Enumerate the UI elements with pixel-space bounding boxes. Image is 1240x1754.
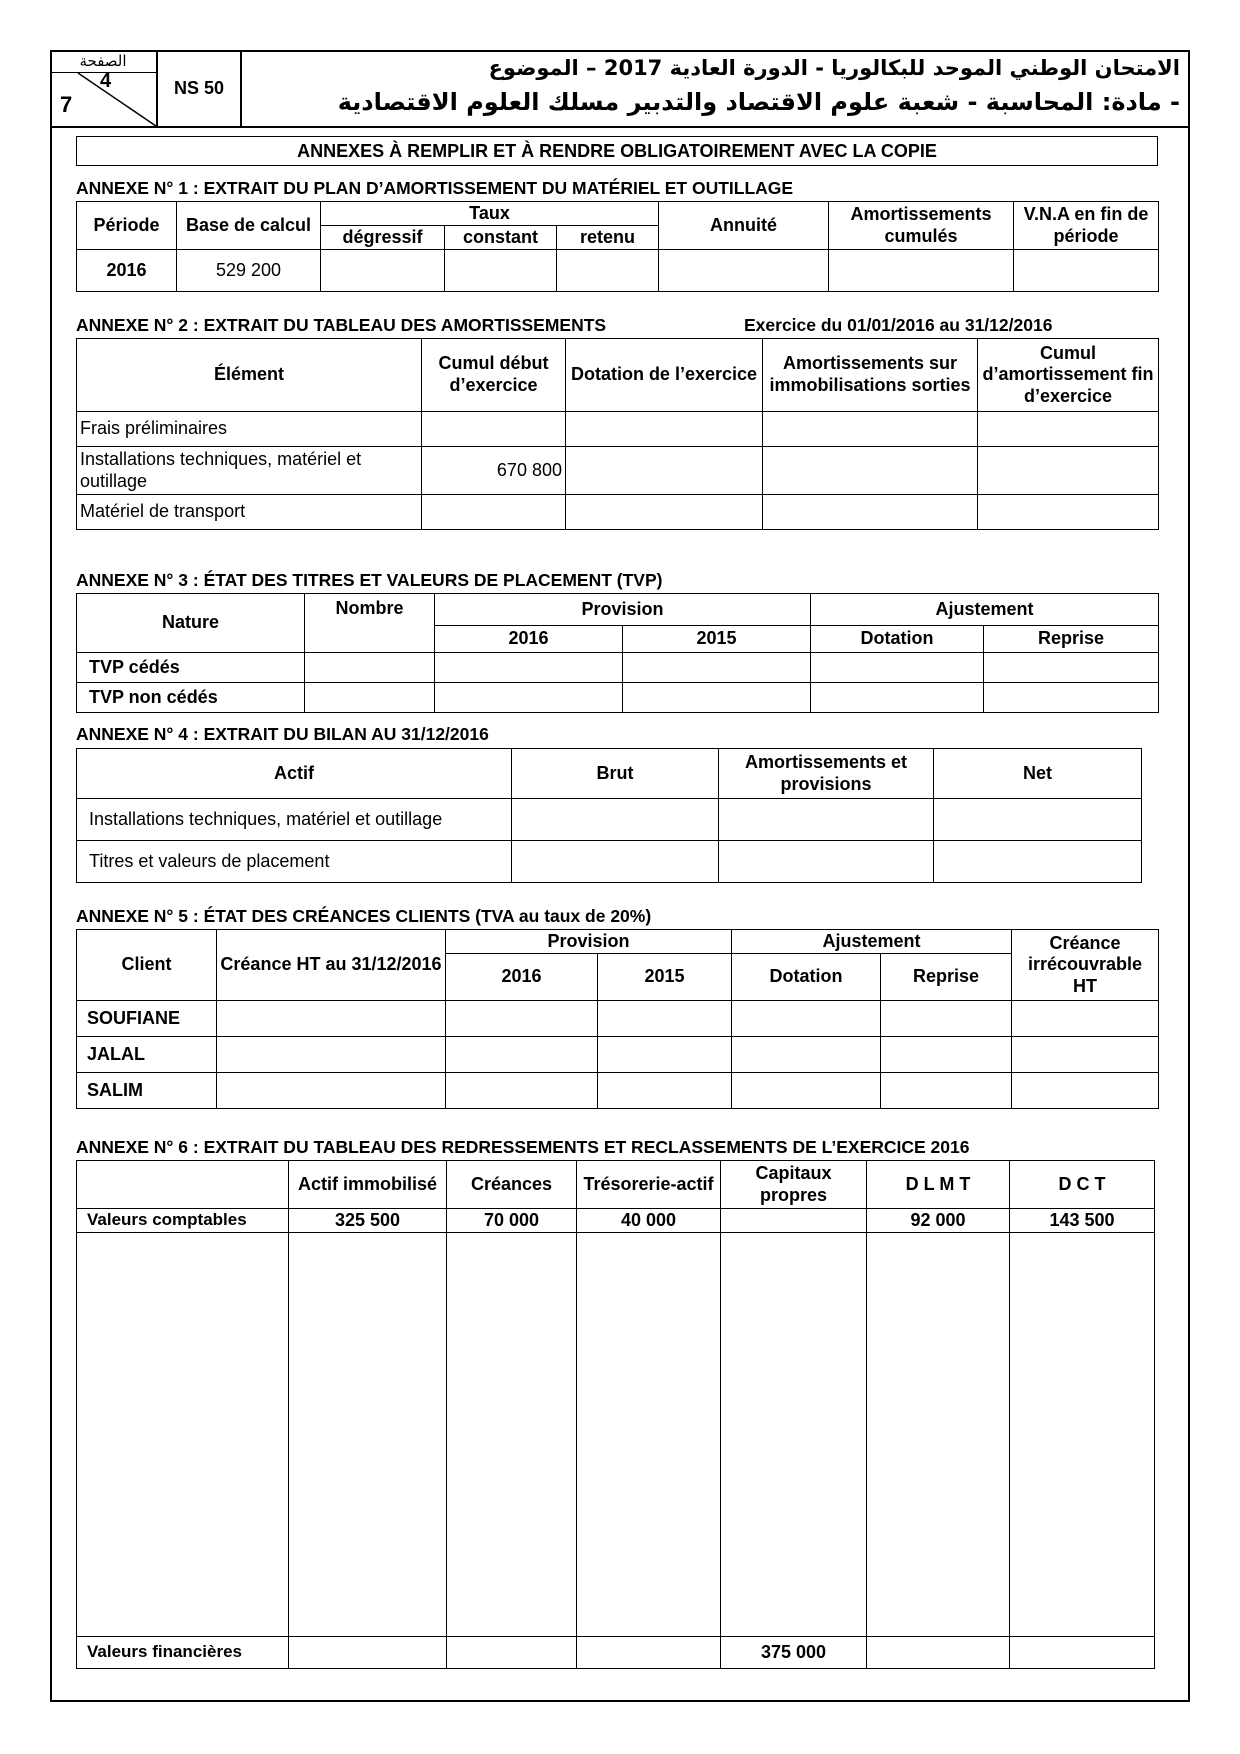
header-nature: Nature	[77, 594, 305, 653]
header-actif: Actif	[77, 749, 512, 799]
header-vna: V.N.A en fin de période	[1014, 202, 1159, 250]
cell-creance[interactable]	[217, 1037, 446, 1073]
cell-amort-sorties[interactable]	[763, 412, 978, 447]
row-tvp-non-cedes: TVP non cédés	[77, 683, 305, 713]
row-tvp-cedes: TVP cédés	[77, 653, 305, 683]
cell-base: 529 200	[177, 250, 321, 292]
page-number-box	[50, 50, 158, 126]
vf-actif-immobilise[interactable]	[289, 1637, 447, 1669]
cell-provision-2016[interactable]	[435, 653, 623, 683]
cell-cumul-fin[interactable]	[978, 495, 1159, 530]
redressements-dlmt-area[interactable]	[867, 1233, 1010, 1637]
header-actif-immobilise: Actif immobilisé	[289, 1161, 447, 1209]
vc-tresorerie: 40 000	[577, 1209, 721, 1233]
header-reprise: Reprise	[984, 626, 1159, 653]
header-tresorerie: Trésorerie-actif	[577, 1161, 721, 1209]
exam-title: الامتحان الوطني الموحد للبكالوريا - الدورة العادية 2017 – الموضوع	[488, 56, 1180, 80]
cell-amort-sorties[interactable]	[763, 495, 978, 530]
header-constant: constant	[445, 226, 557, 250]
header-dotation: Dotation	[811, 626, 984, 653]
header-2015: 2015	[598, 954, 732, 1001]
annexe3-table	[76, 593, 1159, 713]
vf-creances[interactable]	[447, 1637, 577, 1669]
cell-prov-2015[interactable]	[598, 1037, 732, 1073]
vf-dlmt[interactable]	[867, 1637, 1010, 1669]
annexe5-title: ANNEXE N° 5 : ÉTAT DES CRÉANCES CLIENTS (TVA au taux de 20%)	[76, 906, 652, 926]
header-provision: Provision	[435, 594, 811, 626]
header-brut: Brut	[512, 749, 719, 799]
row-frais-preliminaires: Frais préliminaires	[77, 412, 422, 447]
header-reprise: Reprise	[881, 954, 1012, 1001]
annexe6-table	[76, 1160, 1155, 1669]
header-amort-cumules: Amortissements cumulés	[829, 202, 1014, 250]
header-2016: 2016	[446, 954, 598, 1001]
cell-prov-2016[interactable]	[446, 1037, 598, 1073]
cell-creance[interactable]	[217, 1001, 446, 1037]
cell-reprise[interactable]	[881, 1001, 1012, 1037]
redressements-tresorerie-area[interactable]	[577, 1233, 721, 1637]
row-soufiane: SOUFIANE	[77, 1001, 217, 1037]
cell-reprise[interactable]	[881, 1073, 1012, 1109]
annexe4-table	[76, 748, 1142, 883]
vc-dlmt: 92 000	[867, 1209, 1010, 1233]
header-cumul-debut: Cumul début d’exercice	[422, 339, 566, 412]
header-amort-sorties: Amortissements sur immobilisations sorties	[763, 339, 978, 412]
annexe1-title: ANNEXE N° 1 : EXTRAIT DU PLAN D’AMORTISSEMENT DU MATÉRIEL ET OUTILLAGE	[76, 178, 794, 198]
header-retenu: retenu	[557, 226, 659, 250]
cell-irrecouvrable[interactable]	[1012, 1001, 1159, 1037]
cell-nombre[interactable]	[305, 653, 435, 683]
header-creance-ht: Créance HT au 31/12/2016	[217, 930, 446, 1001]
cell-dotation[interactable]	[732, 1037, 881, 1073]
header-element: Élément	[77, 339, 422, 412]
header-client: Client	[77, 930, 217, 1001]
cell-reprise[interactable]	[881, 1037, 1012, 1073]
vc-actif-immobilise: 325 500	[289, 1209, 447, 1233]
annexe2-table	[76, 338, 1159, 530]
header-net: Net	[934, 749, 1142, 799]
cell-cumul-fin[interactable]	[978, 447, 1159, 495]
cell-net[interactable]	[934, 799, 1142, 841]
cell-cumul-debut[interactable]	[422, 412, 566, 447]
redressements-dct-area[interactable]	[1010, 1233, 1155, 1637]
header-empty	[77, 1161, 289, 1209]
cell-dotation[interactable]	[811, 653, 984, 683]
cell-brut[interactable]	[512, 841, 719, 883]
row-salim: SALIM	[77, 1073, 217, 1109]
cell-retenu[interactable]	[557, 250, 659, 292]
annexe2-title	[76, 315, 1053, 336]
header-dct: D C T	[1010, 1161, 1155, 1209]
row-installations: Installations techniques, matériel et outillage	[77, 799, 512, 841]
vf-capitaux-propres: 375 000	[721, 1637, 867, 1669]
header-capitaux-propres: Capitaux propres	[721, 1161, 867, 1209]
cell-dotation[interactable]	[566, 495, 763, 530]
annexes-banner: ANNEXES À REMPLIR ET À RENDRE OBLIGATOIREMENT AVEC LA COPIE	[76, 136, 1158, 166]
cell-provision-2015[interactable]	[623, 653, 811, 683]
header-2016: 2016	[435, 626, 623, 653]
cell-dotation[interactable]	[732, 1001, 881, 1037]
cell-prov-2015[interactable]	[598, 1001, 732, 1037]
exam-subject: - مادة: المحاسبة - شعبة علوم الاقتصاد والتدبير مسلك العلوم الاقتصادية	[337, 88, 1180, 116]
cell-nombre[interactable]	[305, 683, 435, 713]
cell-degressif[interactable]	[321, 250, 445, 292]
cell-prov-2015[interactable]	[598, 1073, 732, 1109]
cell-net[interactable]	[934, 841, 1142, 883]
header-ajustement: Ajustement	[811, 594, 1159, 626]
cell-dotation[interactable]	[811, 683, 984, 713]
cell-irrecouvrable[interactable]	[1012, 1073, 1159, 1109]
header-ajustement: Ajustement	[732, 930, 1012, 954]
cell-periode: 2016	[77, 250, 177, 292]
header-periode: Période	[77, 202, 177, 250]
annexe6-title: ANNEXE N° 6 : EXTRAIT DU TABLEAU DES REDRESSEMENTS ET RECLASSEMENTS DE L’EXERCICE 2016	[76, 1137, 970, 1157]
cell-dotation[interactable]	[566, 447, 763, 495]
annexe2-title-text: ANNEXE N° 2 : EXTRAIT DU TABLEAU DES AMORTISSEMENTS	[76, 315, 607, 335]
redressements-creances-area[interactable]	[447, 1233, 577, 1637]
header-2015: 2015	[623, 626, 811, 653]
exam-code: NS 50	[158, 50, 242, 126]
cell-vna[interactable]	[1014, 250, 1159, 292]
vc-creances: 70 000	[447, 1209, 577, 1233]
header-creances: Créances	[447, 1161, 577, 1209]
header-dotation: Dotation de l’exercice	[566, 339, 763, 412]
header-annuite: Annuité	[659, 202, 829, 250]
header-provision: Provision	[446, 930, 732, 954]
cell-cumul-fin[interactable]	[978, 412, 1159, 447]
row-valeurs-financieres: Valeurs financières	[77, 1637, 289, 1669]
exam-header	[50, 50, 1190, 128]
redressements-capitaux-area[interactable]	[721, 1233, 867, 1637]
header-degressif: dégressif	[321, 226, 445, 250]
row-installations: Installations techniques, matériel et outillage	[77, 447, 422, 495]
row-valeurs-comptables: Valeurs comptables	[77, 1209, 289, 1233]
header-dotation: Dotation	[732, 954, 881, 1001]
vf-dct[interactable]	[1010, 1637, 1155, 1669]
header-amort-provisions: Amortissements et provisions	[719, 749, 934, 799]
cell-prov-2016[interactable]	[446, 1073, 598, 1109]
annexe2-exercice: Exercice du 01/01/2016 au 31/12/2016	[744, 315, 1053, 335]
cell-amort-cumules[interactable]	[829, 250, 1014, 292]
header-base: Base de calcul	[177, 202, 321, 250]
header-cumul-fin: Cumul d’amortissement fin d’exercice	[978, 339, 1159, 412]
page-total: 7	[60, 92, 73, 117]
page-label: الصفحة	[50, 50, 156, 73]
cell-reprise[interactable]	[984, 683, 1159, 713]
header-irrecouvrable: Créance irrécouvrable HT	[1012, 930, 1159, 1001]
vf-tresorerie[interactable]	[577, 1637, 721, 1669]
cell-constant[interactable]	[445, 250, 557, 292]
cell-prov-2016[interactable]	[446, 1001, 598, 1037]
cell-irrecouvrable[interactable]	[1012, 1037, 1159, 1073]
cell-cumul-debut: 670 800	[422, 447, 566, 495]
vc-capitaux-propres	[721, 1209, 867, 1233]
cell-brut[interactable]	[512, 799, 719, 841]
cell-reprise[interactable]	[984, 653, 1159, 683]
row-titres: Titres et valeurs de placement	[77, 841, 512, 883]
cell-provision-2016[interactable]	[435, 683, 623, 713]
cell-annuite[interactable]	[659, 250, 829, 292]
row-jalal: JALAL	[77, 1037, 217, 1073]
annexe3-title: ANNEXE N° 3 : ÉTAT DES TITRES ET VALEURS DE PLACEMENT (TVP)	[76, 570, 663, 590]
header-nombre: Nombre	[305, 594, 435, 653]
cell-cumul-debut[interactable]	[422, 495, 566, 530]
annexe5-table	[76, 929, 1159, 1109]
redressements-labels-area[interactable]	[77, 1233, 289, 1637]
redressements-actif-area[interactable]	[289, 1233, 447, 1637]
cell-dotation[interactable]	[732, 1073, 881, 1109]
cell-dotation[interactable]	[566, 412, 763, 447]
cell-amort[interactable]	[719, 841, 934, 883]
header-taux: Taux	[321, 202, 659, 226]
page-number: 4	[100, 70, 112, 92]
annexe1-table	[76, 201, 1159, 292]
cell-provision-2015[interactable]	[623, 683, 811, 713]
vc-dct: 143 500	[1010, 1209, 1155, 1233]
header-dlmt: D L M T	[867, 1161, 1010, 1209]
row-materiel-transport: Matériel de transport	[77, 495, 422, 530]
cell-amort[interactable]	[719, 799, 934, 841]
cell-amort-sorties[interactable]	[763, 447, 978, 495]
annexe4-title: ANNEXE N° 4 : EXTRAIT DU BILAN AU 31/12/2016	[76, 724, 489, 744]
cell-creance[interactable]	[217, 1073, 446, 1109]
